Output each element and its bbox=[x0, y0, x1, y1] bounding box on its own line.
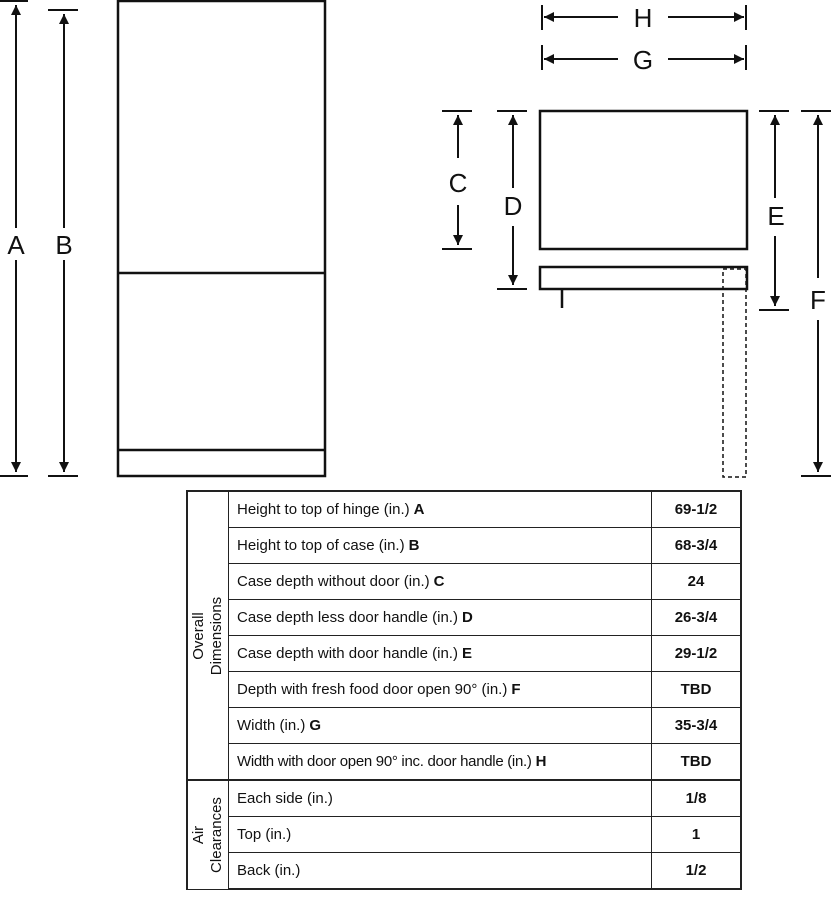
row-label: Back (in.) bbox=[229, 853, 652, 890]
row-label: Width (in.) G bbox=[229, 708, 652, 744]
air-clearances-heading: Air Clearances bbox=[187, 780, 229, 889]
row-value: 1/2 bbox=[652, 853, 742, 890]
row-label: Top (in.) bbox=[229, 817, 652, 853]
label-h: H bbox=[633, 3, 653, 33]
label-f: F bbox=[810, 285, 826, 315]
row-label: Height to top of case (in.) B bbox=[229, 528, 652, 564]
row-label: Case depth less door handle (in.) D bbox=[229, 600, 652, 636]
label-b: B bbox=[55, 230, 73, 260]
table-row bbox=[187, 636, 741, 672]
row-value: 26-3/4 bbox=[652, 600, 742, 636]
row-label: Width with door open 90° inc. door handle (in.) H bbox=[229, 744, 652, 781]
refrigerator-body bbox=[118, 1, 325, 476]
row-value: 35-3/4 bbox=[652, 708, 742, 744]
dimensions-table bbox=[186, 490, 742, 890]
door-outline bbox=[540, 267, 747, 289]
table-row bbox=[187, 853, 741, 890]
table-row bbox=[187, 600, 741, 636]
row-label: Depth with fresh food door open 90° (in.) F bbox=[229, 672, 652, 708]
table-row bbox=[187, 528, 741, 564]
row-label: Height to top of hinge (in.) A bbox=[229, 491, 652, 528]
label-e: E bbox=[767, 201, 785, 231]
row-value: 24 bbox=[652, 564, 742, 600]
row-value: 68-3/4 bbox=[652, 528, 742, 564]
row-value: TBD bbox=[652, 672, 742, 708]
label-g: G bbox=[632, 45, 654, 75]
table-row bbox=[187, 708, 741, 744]
front-view bbox=[118, 1, 325, 476]
row-label: Each side (in.) bbox=[229, 780, 652, 817]
row-value: 1 bbox=[652, 817, 742, 853]
side-view bbox=[540, 111, 747, 308]
row-value: 29-1/2 bbox=[652, 636, 742, 672]
row-value: 1/8 bbox=[652, 780, 742, 817]
table-row bbox=[187, 780, 741, 817]
table-row bbox=[187, 491, 741, 528]
row-label: Case depth without door (in.) C bbox=[229, 564, 652, 600]
row-value: 69-1/2 bbox=[652, 491, 742, 528]
open-door-dashed bbox=[723, 269, 746, 477]
table-row bbox=[187, 744, 741, 781]
label-d: D bbox=[503, 191, 523, 221]
row-label: Case depth with door handle (in.) E bbox=[229, 636, 652, 672]
table-row bbox=[187, 564, 741, 600]
row-value: TBD bbox=[652, 744, 742, 781]
overall-dimensions-heading: Overall Dimensions bbox=[187, 491, 229, 780]
table-row bbox=[187, 672, 741, 708]
label-c: C bbox=[448, 168, 468, 198]
table-row bbox=[187, 817, 741, 853]
case-outline bbox=[540, 111, 747, 249]
label-a: A bbox=[7, 230, 25, 260]
